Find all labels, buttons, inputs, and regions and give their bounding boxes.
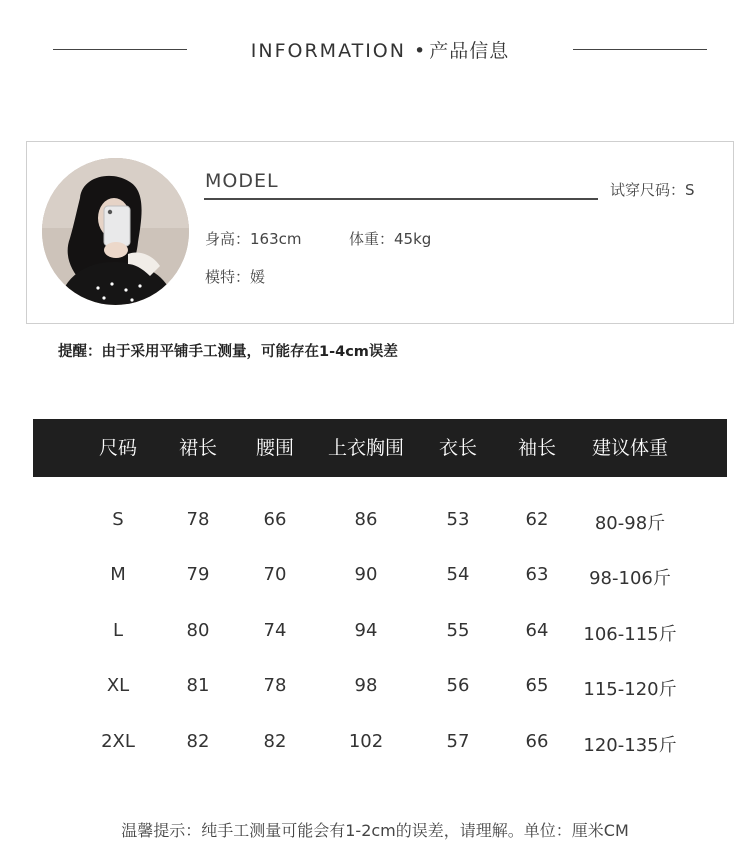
model-weight: 体重：45kg [349,230,432,248]
model-info-card [26,141,734,324]
table-header-waist: 腰围 [255,437,294,459]
table-cell-sleeve-length: 64 [525,620,549,641]
model-name: 模特：媛 [205,268,266,286]
table-header-bust: 上衣胸围 [327,437,404,459]
table-cell-skirt-length: 80 [186,620,210,641]
table-cell-suggested-weight: 120-135斤 [583,735,677,756]
table-cell-waist: 74 [263,620,287,641]
table-cell-bust: 102 [348,731,384,752]
table-cell-top-length: 54 [446,564,470,585]
table-cell-sleeve-length: 63 [525,564,549,585]
table-cell-waist: 66 [263,509,287,530]
table-cell-top-length: 55 [446,620,470,641]
table-header-top-length: 衣长 [438,437,477,459]
table-cell-top-length: 56 [446,675,470,696]
table-cell-suggested-weight: 80-98斤 [594,513,666,534]
model-avatar [42,158,189,305]
table-header-sleeve-length: 袖长 [517,437,556,459]
table-cell-size: XL [106,675,130,696]
table-cell-sleeve-length: 62 [525,509,549,530]
table-cell-suggested-weight: 98-106斤 [589,568,671,589]
table-cell-sleeve-length: 65 [525,675,549,696]
header-divider-left [53,49,187,50]
table-cell-size: M [110,564,126,585]
footer-note: 温馨提示：纯手工测量可能会有1-2cm的误差，请理解。单位：厘米CM [121,821,629,840]
table-cell-top-length: 57 [446,731,470,752]
measurement-reminder: 提醒：由于采用平铺手工测量，可能存在1-4cm误差 [58,344,398,360]
model-height: 身高：163cm [205,230,302,248]
section-title-cn: 产品信息 [429,40,510,62]
table-cell-bust: 90 [354,564,378,585]
try-on-size: 试穿尺码：S [610,181,695,199]
table-cell-size: S [112,509,124,530]
section-title-en: INFORMATION [250,40,406,62]
table-header-suggested-weight: 建议体重 [591,437,668,459]
table-cell-sleeve-length: 66 [525,731,549,752]
table-cell-skirt-length: 79 [186,564,210,585]
table-cell-waist: 82 [263,731,287,752]
table-cell-bust: 98 [354,675,378,696]
section-title-separator: • [413,40,426,62]
table-cell-suggested-weight: 115-120斤 [583,679,677,700]
table-cell-skirt-length: 82 [186,731,210,752]
table-cell-bust: 86 [354,509,378,530]
table-cell-top-length: 53 [446,509,470,530]
header-divider-right [573,49,707,50]
table-cell-suggested-weight: 106-115斤 [583,624,677,645]
model-photo [42,158,189,305]
table-cell-size: L [112,620,124,641]
table-cell-bust: 94 [354,620,378,641]
table-cell-skirt-length: 78 [186,509,210,530]
size-table-header [33,419,727,477]
table-cell-size: 2XL [101,731,135,752]
table-cell-waist: 70 [263,564,287,585]
table-cell-waist: 78 [263,675,287,696]
model-label-underline [204,198,598,200]
model-label: MODEL [205,170,279,192]
table-header-size: 尺码 [98,437,137,459]
section-title [190,36,570,63]
table-cell-skirt-length: 81 [186,675,210,696]
table-header-skirt-length: 裙长 [178,437,217,459]
